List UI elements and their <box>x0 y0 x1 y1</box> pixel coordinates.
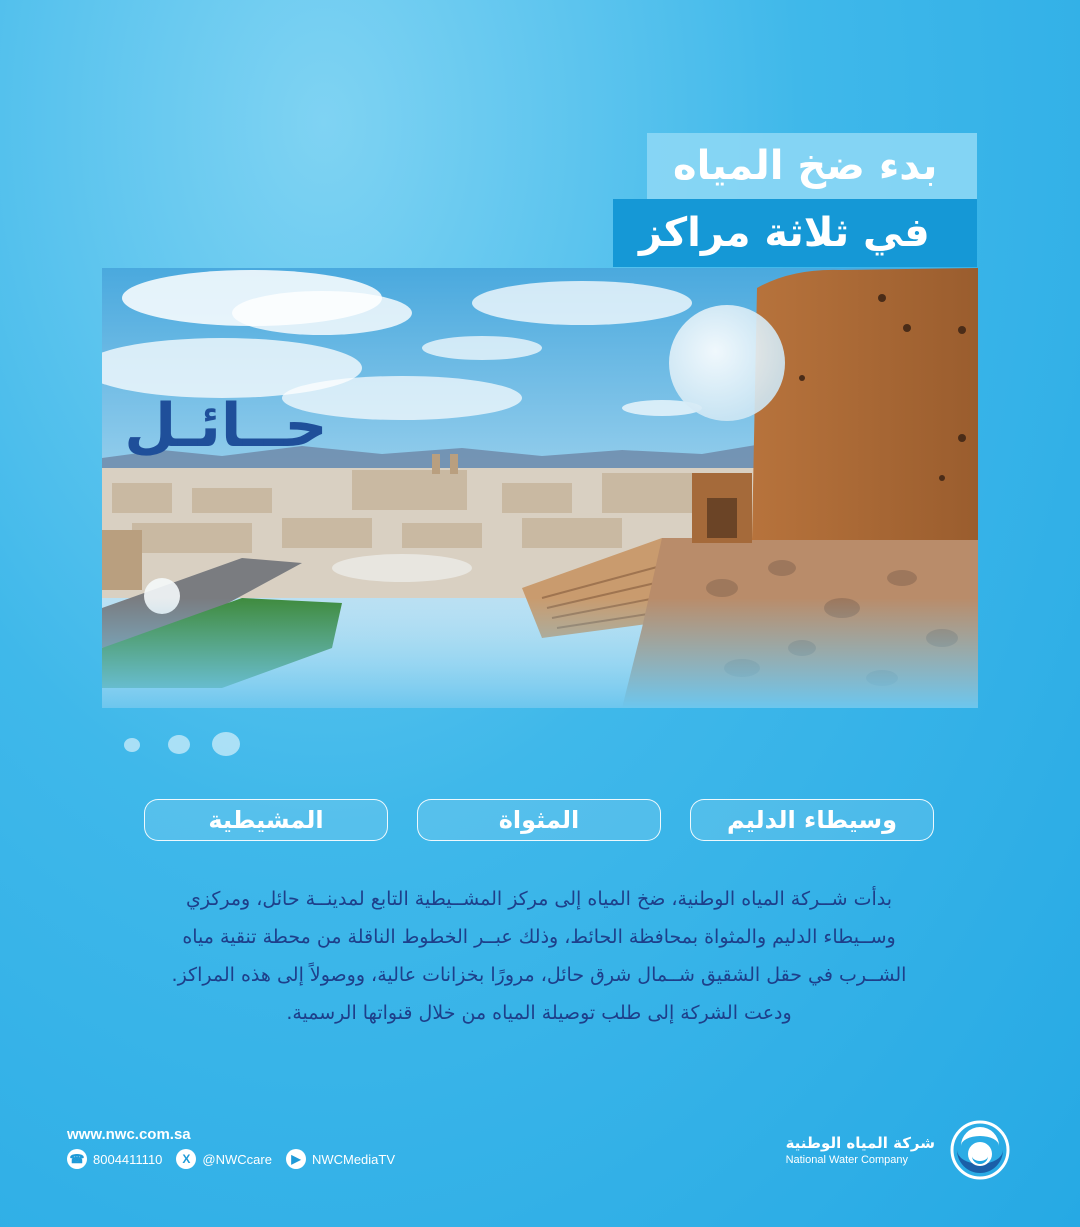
hero-image <box>102 268 978 708</box>
carousel-dot-3[interactable] <box>212 732 240 756</box>
center-pill-label: المثواة <box>498 806 580 834</box>
center-pill-almathwah <box>417 799 661 841</box>
headline-line-2 <box>613 199 977 267</box>
hail-city-illustration <box>102 268 978 708</box>
headline-line-2-text: في ثلاثة مراكز <box>639 210 930 256</box>
headline-line-1 <box>647 133 977 199</box>
youtube-channel[interactable]: NWCMediaTV <box>311 1151 396 1167</box>
company-name-arabic: شركة المياه الوطنية <box>785 1134 935 1152</box>
article-line: بدأت شــركة المياه الوطنية، ضخ المياه إلى مركز المشــيطية التابع لمدينــة حائل، ومركزي <box>185 888 893 910</box>
center-pill-label: المشيطية <box>208 806 324 834</box>
website-link[interactable]: www.nwc.com.sa <box>67 1126 191 1143</box>
phone-icon: ☎ <box>67 1149 87 1169</box>
x-icon: X <box>176 1149 196 1169</box>
company-name-english: National Water Company <box>785 1154 909 1166</box>
city-label: حــائـل <box>124 391 328 461</box>
carousel-dot-1[interactable] <box>124 738 140 752</box>
carousel-dot-2[interactable] <box>168 735 190 754</box>
water-drop-logo-icon <box>947 1120 1013 1180</box>
center-pill-almushaytiyah <box>144 799 388 841</box>
footer-contacts <box>67 1126 403 1169</box>
center-pill-label: وسيطاء الدليم <box>726 806 898 834</box>
article-line: ودعت الشركة إلى طلب توصيلة المياه من خلال قنواتها الرسمية. <box>286 1002 792 1024</box>
youtube-icon: ▶ <box>286 1149 306 1169</box>
headline-line-1-text: بدء ضخ المياه <box>673 143 938 189</box>
phone-number[interactable]: 8004411110 <box>93 1151 163 1167</box>
article-line: وســيطاء الدليم والمثواة بمحافظة الحائط، وذلك عبــر الخطوط الناقلة من محطة تنقية مياه <box>182 926 896 948</box>
center-pill-wasitaa-aldulaim <box>690 799 934 841</box>
article-body <box>96 880 982 1032</box>
company-logo <box>786 1120 1013 1180</box>
article-line: الشــرب في حقل الشقيق شــمال شرق حائل، مرورًا بخزانات عالية، ووصولاً إلى هذه المراكز. <box>171 964 907 986</box>
x-handle[interactable]: @NWCcare <box>202 1151 272 1167</box>
